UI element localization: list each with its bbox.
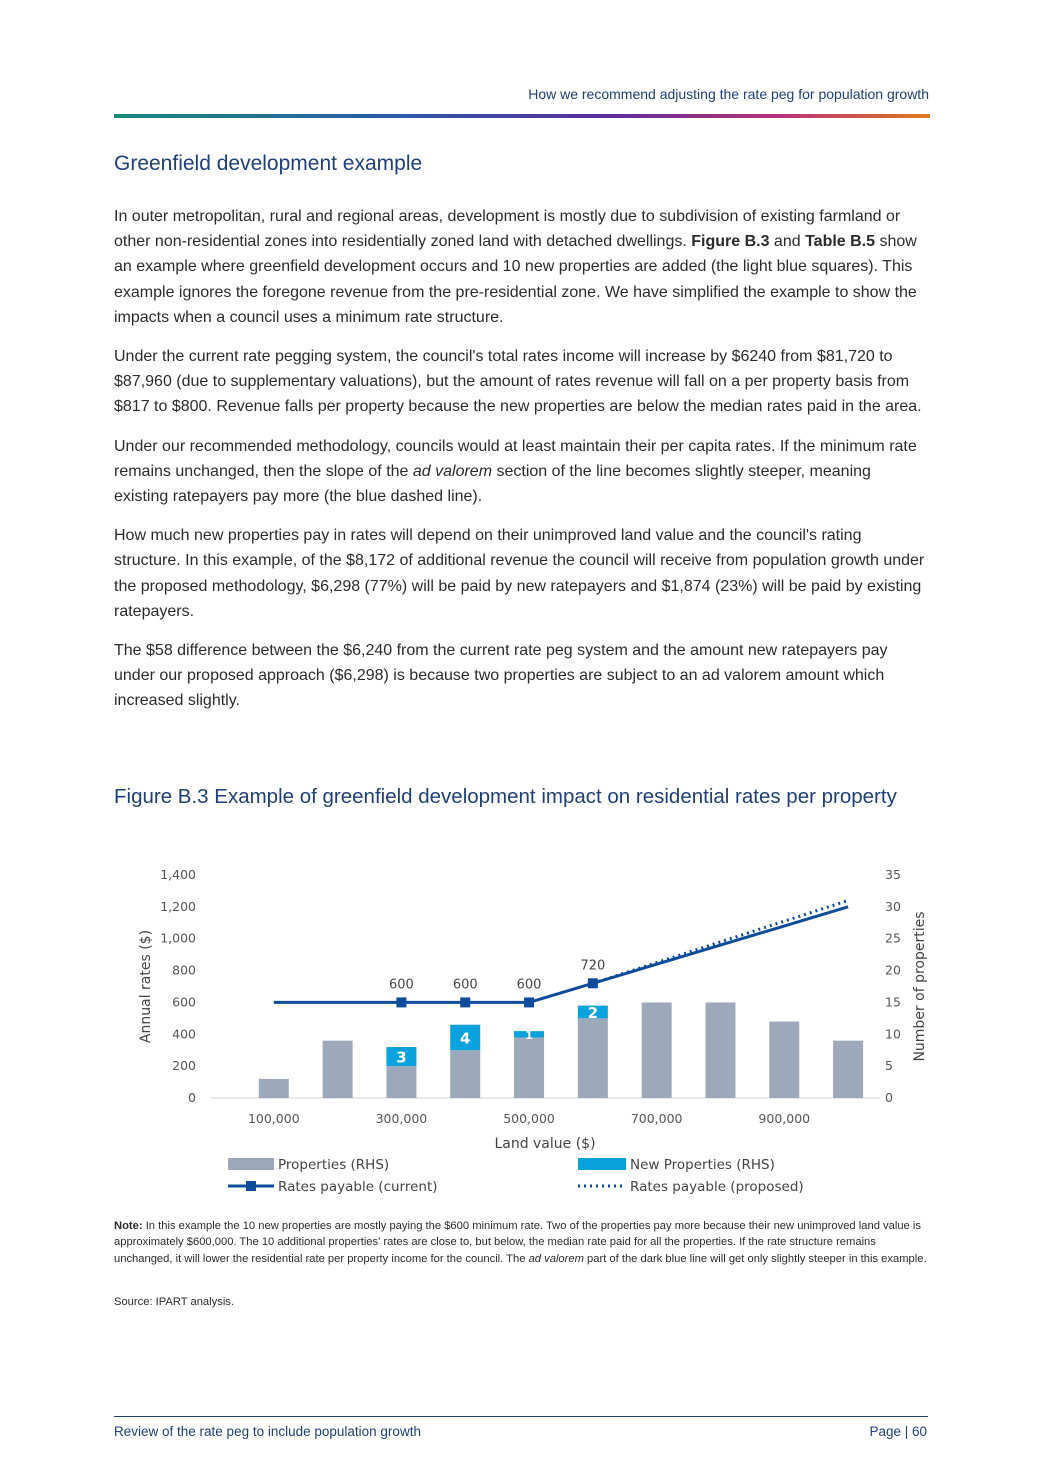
x-tick-label: 700,000 <box>630 1111 683 1126</box>
table-ref[interactable]: Table B.5 <box>805 233 876 251</box>
paragraph-2: Under the current rate pegging system, the council's total rates income will increase by $6240 from $81,720 to $87,960 (due to supplementary valuations), but the amount of rates revenue will fall on a per property basis from $817 to $800. Revenue falls per property because the new properties are below the median rates paid in the area. <box>114 348 922 416</box>
footer-document-title: Review of the rate peg to include population growth <box>114 1424 421 1439</box>
legend-label-new-properties: New Properties (RHS) <box>630 1157 775 1173</box>
footer-rule <box>114 1416 928 1417</box>
y-axis-title: Annual rates ($) <box>138 929 154 1044</box>
p3-text-c: section of the line becomes slightly steeper, meaning existing ratepayers pay more (the blue dashed line). <box>114 462 871 506</box>
line-marker <box>588 978 598 988</box>
body-text <box>114 204 926 728</box>
figure-title: Figure B.3 Example of greenfield development impact on residential rates per property <box>114 785 897 808</box>
legend-marker-current <box>246 1181 256 1191</box>
y2-tick-label: 15 <box>885 994 901 1010</box>
bar-properties <box>705 1002 735 1098</box>
bar-new-properties-label: 2 <box>587 1003 599 1022</box>
p1-text-e: show an example where greenfield development occurs and 10 new properties are added (the light blue squares). This example ignores the foregone revenue from the pre-residential zone. We have simplified the example to show the impacts when a council uses a minimum rate structure. <box>114 233 917 326</box>
line-data-label: 600 <box>452 977 478 993</box>
paragraph-4: How much new properties pay in rates will depend on their unimproved land value and the council's rating structure. In this example, of the $8,172 of additional revenue the council will receive from population growth under the proposed methodology, $6,298 (77%) will be paid by new ratepayers and $1,874 (23%) will be paid by existing ratepayers. <box>114 527 925 620</box>
bar-properties <box>833 1041 863 1098</box>
bar-new-properties-label: 3 <box>396 1048 407 1067</box>
bar-properties <box>769 1022 799 1098</box>
figure-note <box>114 1218 928 1267</box>
note-italic: ad valorem <box>528 1252 584 1265</box>
paragraph-1 <box>114 204 926 330</box>
line-marker <box>396 997 406 1007</box>
y2-tick-label: 35 <box>885 867 901 882</box>
bar-properties <box>578 1018 608 1098</box>
legend-label-properties: Properties (RHS) <box>278 1157 390 1173</box>
y-tick-label: 400 <box>172 1026 196 1042</box>
figure-ref[interactable]: Figure B.3 <box>691 233 770 251</box>
paragraph-5: The $58 difference between the $6,240 from the current rate peg system and the amount new ratepayers pay under our proposed approach ($6,298) is because two properties are subject to an ad valorem amount which increased slightly. <box>114 642 888 710</box>
bar-new-properties-label: 1 <box>525 1028 533 1042</box>
y-tick-label: 600 <box>172 994 196 1010</box>
y2-tick-label: 30 <box>885 898 901 914</box>
y-tick-label: 800 <box>172 962 196 978</box>
legend-label-proposed: Rates payable (proposed) <box>630 1179 804 1195</box>
y-tick-label: 200 <box>172 1058 196 1074</box>
figure-source: Source: IPART analysis. <box>114 1296 235 1308</box>
note-text-c: part of the dark blue line will get only slightly steeper in this example. <box>583 1252 927 1265</box>
line-data-label: 720 <box>580 958 606 974</box>
x-tick-label: 900,000 <box>758 1111 811 1126</box>
bar-new-properties-label: 4 <box>460 1029 471 1048</box>
greenfield-chart <box>0 850 1041 1210</box>
legend-label-current: Rates payable (current) <box>278 1179 438 1195</box>
p3-text-a: Under our recommended methodology, councils would at least maintain their per capita rates. If the minimum rate remains unchanged, then the slope of the <box>114 437 917 480</box>
line-data-label: 600 <box>389 977 414 993</box>
y2-tick-label: 20 <box>885 962 901 978</box>
running-header: How we recommend adjusting the rate peg for population growth <box>528 86 929 102</box>
y-tick-label: 1,400 <box>160 867 196 882</box>
paragraph-3 <box>114 434 926 510</box>
x-tick-label: 500,000 <box>503 1111 555 1126</box>
bar-properties <box>450 1050 480 1098</box>
footer-page-number: Page | 60 <box>869 1424 927 1439</box>
line-marker <box>460 997 470 1007</box>
line-data-label: 600 <box>516 977 542 993</box>
y2-tick-label: 0 <box>885 1090 893 1105</box>
legend-swatch-new-properties <box>578 1158 626 1170</box>
y-tick-label: 1,000 <box>160 930 196 946</box>
p3-italic: ad valorem <box>412 462 493 480</box>
note-label: Note: <box>114 1220 143 1232</box>
section-title: Greenfield development example <box>114 152 423 175</box>
p1-text-c: and <box>769 233 806 251</box>
legend-swatch-properties <box>228 1158 274 1170</box>
line-rates-current <box>274 907 848 1003</box>
y2-tick-label: 5 <box>885 1058 893 1074</box>
x-tick-label: 100,000 <box>247 1111 300 1126</box>
y-tick-label: 0 <box>188 1090 196 1105</box>
bar-properties <box>514 1037 544 1098</box>
y2-axis-title: Number of properties <box>912 911 928 1062</box>
y-tick-label: 1,200 <box>160 898 196 914</box>
bar-properties <box>259 1079 289 1098</box>
p1-text-a: In outer metropolitan, rural and regional areas, development is mostly due to subdivision of existing farmland or other non-residential zones into residentially zoned land with detached dwellings. <box>114 208 901 251</box>
y2-tick-label: 25 <box>885 930 901 946</box>
bar-properties <box>386 1066 416 1098</box>
note-text-a: In this example the 10 new properties are mostly paying the $600 minimum rate. Two of the properties pay more because their new unimproved land value is approximately $600,000. The 10 additional properties' rates are close to, but below, the median rate paid for all the properties. If the rate structure remains unchanged, it will lower the residential rate per property income for the council. The <box>114 1220 921 1265</box>
bar-properties <box>642 1002 672 1098</box>
line-marker <box>524 997 534 1007</box>
bar-properties <box>323 1041 353 1098</box>
x-axis-title: Land value ($) <box>494 1136 596 1152</box>
y2-tick-label: 10 <box>885 1026 901 1042</box>
header-gradient-rule <box>114 114 930 118</box>
x-tick-label: 300,000 <box>375 1111 428 1126</box>
